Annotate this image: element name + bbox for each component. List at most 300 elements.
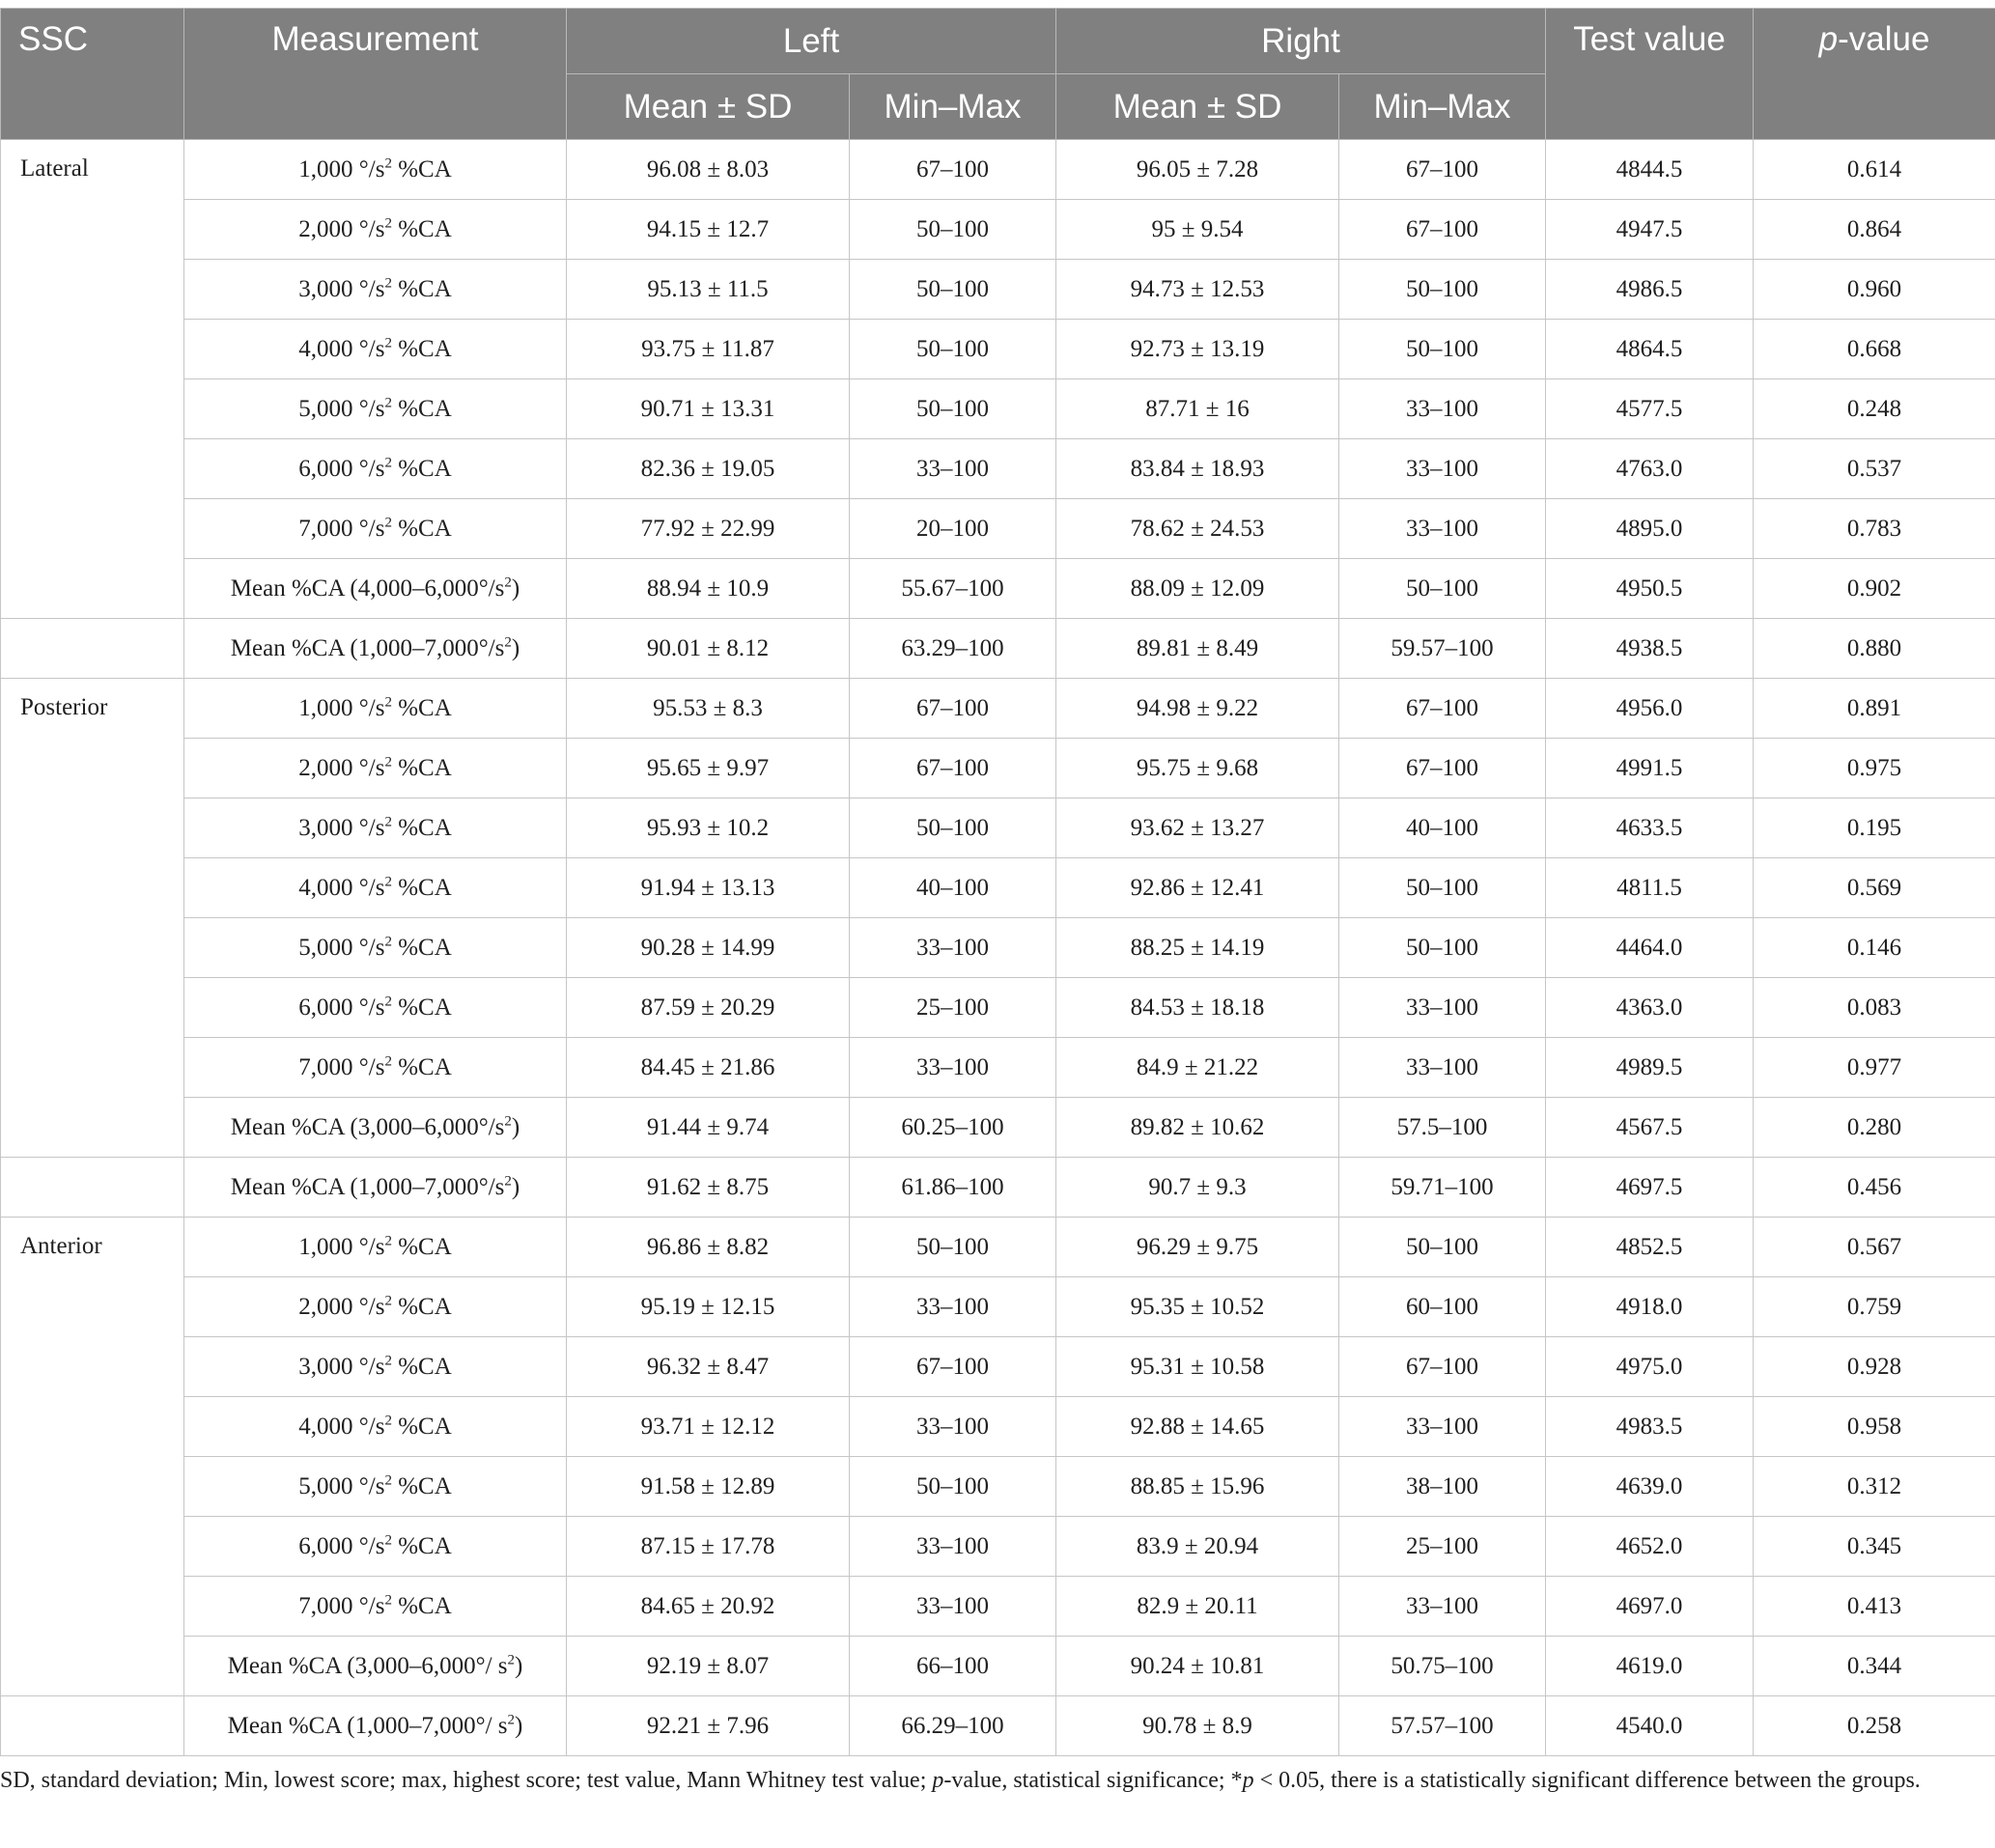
p-value-cell: 0.569	[1754, 858, 1995, 918]
unit-superscript: 2	[384, 694, 392, 711]
speed-value: 3,000	[298, 275, 353, 302]
p-value-cell: 0.880	[1754, 619, 1995, 679]
measurement-cell: 6,000 $^\circ/s^2$ %CA	[184, 978, 567, 1038]
speed-unit: °/s	[358, 874, 385, 901]
footnote-part3: < 0.05, there is a statistically significant difference between the groups.	[1253, 1768, 1921, 1793]
measurement-cell: Mean %CA $(3,000-6,000^\circ/s^2)$	[184, 1098, 567, 1158]
left-mean-sd-cell: 92.21 ± 7.96	[567, 1696, 850, 1756]
measurement-cell: Mean %CA $(1,000-7,000^\circ/s^2)$	[184, 1158, 567, 1218]
results-table	[0, 8, 1995, 1756]
unit-superscript: 2	[507, 1712, 515, 1728]
right-min-max-cell: 40–100	[1339, 798, 1546, 858]
unit-superscript: 2	[384, 1233, 392, 1249]
left-min-max-cell: 50–100	[850, 200, 1056, 260]
test-value-cell: 4918.0	[1546, 1277, 1754, 1337]
test-value-cell: 4567.5	[1546, 1098, 1754, 1158]
header-left: Left	[567, 9, 1056, 74]
left-mean-sd-cell: 95.93 ± 10.2	[567, 798, 850, 858]
right-mean-sd-cell: 92.86 ± 12.41	[1056, 858, 1339, 918]
ssc-group-label: Posterior	[1, 679, 184, 1158]
unit-superscript: 2	[504, 1173, 512, 1190]
test-value-cell: 4956.0	[1546, 679, 1754, 739]
speed-value: 2,000	[298, 1293, 353, 1320]
header-right-mean-sd: Mean ± SD	[1056, 74, 1339, 140]
table-row	[1, 978, 1995, 1038]
table-row	[1, 858, 1995, 918]
speed-unit: °/s	[358, 754, 385, 781]
test-value-cell: 4577.5	[1546, 379, 1754, 439]
ssc-empty-cell	[1, 1158, 184, 1218]
header-left-min-max: Min–Max	[850, 74, 1056, 140]
left-min-max-cell: 63.29–100	[850, 619, 1056, 679]
measurement-cell: Mean %CA (3,000–6,000°/ $s^2$)	[184, 1637, 567, 1696]
right-min-max-cell: 50.75–100	[1339, 1637, 1546, 1696]
table-row	[1, 1158, 1995, 1218]
left-mean-sd-cell: 87.15 ± 17.78	[567, 1517, 850, 1577]
measurement-cell: 2,000 $^\circ/s^2$ %CA	[184, 739, 567, 798]
mean-all-label: Mean %CA (1,000–7,000°/ s	[227, 1712, 508, 1739]
right-mean-sd-cell: 84.9 ± 21.22	[1056, 1038, 1339, 1098]
left-min-max-cell: 50–100	[850, 320, 1056, 379]
test-value-cell: 4697.5	[1546, 1158, 1754, 1218]
test-value-cell: 4938.5	[1546, 619, 1754, 679]
speed-unit: °/s	[358, 1053, 385, 1080]
speed-value: 6,000	[298, 1532, 353, 1559]
test-value-cell: 4697.0	[1546, 1577, 1754, 1637]
right-min-max-cell: 50–100	[1339, 858, 1546, 918]
speed-value: 5,000	[298, 1472, 353, 1499]
measurement-cell: 5,000 $^\circ/s^2$ %CA	[184, 379, 567, 439]
p-value-cell: 0.783	[1754, 499, 1995, 559]
right-mean-sd-cell: 94.73 ± 12.53	[1056, 260, 1339, 320]
left-mean-sd-cell: 92.19 ± 8.07	[567, 1637, 850, 1696]
left-min-max-cell: 50–100	[850, 798, 1056, 858]
test-value-cell: 4763.0	[1546, 439, 1754, 499]
p-value-cell: 0.344	[1754, 1637, 1995, 1696]
header-ssc: SSC	[1, 9, 184, 140]
left-min-max-cell: 60.25–100	[850, 1098, 1056, 1158]
p-value-cell: 0.537	[1754, 439, 1995, 499]
left-mean-sd-cell: 93.75 ± 11.87	[567, 320, 850, 379]
right-mean-sd-cell: 83.84 ± 18.93	[1056, 439, 1339, 499]
right-min-max-cell: 67–100	[1339, 200, 1546, 260]
measurement-cell: 5,000 $^\circ/s^2$ %CA	[184, 918, 567, 978]
left-min-max-cell: 33–100	[850, 1277, 1056, 1337]
right-mean-sd-cell: 83.9 ± 20.94	[1056, 1517, 1339, 1577]
left-mean-sd-cell: 77.92 ± 22.99	[567, 499, 850, 559]
speed-value: 4,000	[298, 1413, 353, 1440]
p-value-cell: 0.413	[1754, 1577, 1995, 1637]
speed-unit: °/s	[358, 1233, 385, 1260]
table-row	[1, 559, 1995, 619]
right-mean-sd-cell: 94.98 ± 9.22	[1056, 679, 1339, 739]
table-row	[1, 1038, 1995, 1098]
left-min-max-cell: 50–100	[850, 1218, 1056, 1277]
left-min-max-cell: 25–100	[850, 978, 1056, 1038]
left-mean-sd-cell: 84.45 ± 21.86	[567, 1038, 850, 1098]
header-right-min-max: Min–Max	[1339, 74, 1546, 140]
unit-superscript: 2	[384, 275, 392, 292]
ssc-group-label: Lateral	[1, 140, 184, 619]
p-value-cell: 0.312	[1754, 1457, 1995, 1517]
header-measurement: Measurement	[184, 9, 567, 140]
measurement-cell: 3,000 $^\circ/s^2$ %CA	[184, 798, 567, 858]
table-row	[1, 798, 1995, 858]
unit-superscript: 2	[384, 515, 392, 531]
footnote-p-italic-2: p	[1242, 1768, 1254, 1793]
right-mean-sd-cell: 95.31 ± 10.58	[1056, 1337, 1339, 1397]
measurement-cell: 1,000 $^\circ/s^2$ %CA	[184, 140, 567, 200]
mean-all-label: Mean %CA (1,000–7,000°/s	[230, 1173, 505, 1200]
measurement-cell: 7,000 $^\circ/s^2$ %CA	[184, 499, 567, 559]
test-value-cell: 4633.5	[1546, 798, 1754, 858]
test-value-cell: 4950.5	[1546, 559, 1754, 619]
left-min-max-cell: 33–100	[850, 1517, 1056, 1577]
speed-value: 1,000	[298, 155, 353, 182]
right-min-max-cell: 50–100	[1339, 559, 1546, 619]
table-footnote	[0, 1763, 1989, 1799]
p-value-cell: 0.958	[1754, 1397, 1995, 1457]
left-min-max-cell: 33–100	[850, 1038, 1056, 1098]
table-row	[1, 679, 1995, 739]
speed-unit: °/s	[358, 1532, 385, 1559]
left-min-max-cell: 50–100	[850, 379, 1056, 439]
speed-value: 1,000	[298, 694, 353, 721]
test-value-cell: 4652.0	[1546, 1517, 1754, 1577]
speed-value: 7,000	[298, 1592, 353, 1619]
speed-value: 7,000	[298, 1053, 353, 1080]
table-header	[1, 9, 1995, 140]
p-value-cell: 0.195	[1754, 798, 1995, 858]
left-min-max-cell: 67–100	[850, 679, 1056, 739]
p-value-cell: 0.083	[1754, 978, 1995, 1038]
left-mean-sd-cell: 95.19 ± 12.15	[567, 1277, 850, 1337]
measurement-cell: 4,000 $^\circ/s^2$ %CA	[184, 320, 567, 379]
right-min-max-cell: 67–100	[1339, 140, 1546, 200]
speed-unit: °/s	[358, 814, 385, 841]
p-value-cell: 0.902	[1754, 559, 1995, 619]
test-value-cell: 4540.0	[1546, 1696, 1754, 1756]
table-row	[1, 739, 1995, 798]
right-mean-sd-cell: 93.62 ± 13.27	[1056, 798, 1339, 858]
speed-value: 6,000	[298, 455, 353, 482]
header-p-italic: p	[1818, 20, 1839, 58]
mean-range-label: Mean %CA (4,000–6,000°/s	[230, 574, 505, 602]
unit-superscript: 2	[384, 155, 392, 172]
table-row	[1, 1397, 1995, 1457]
unit-superscript: 2	[384, 754, 392, 770]
left-min-max-cell: 33–100	[850, 918, 1056, 978]
unit-superscript: 2	[384, 1592, 392, 1609]
p-value-cell: 0.146	[1754, 918, 1995, 978]
speed-unit: °/s	[358, 934, 385, 961]
left-mean-sd-cell: 91.62 ± 8.75	[567, 1158, 850, 1218]
measurement-cell: Mean %CA $(4,000-6,000^\circ/s^2)$	[184, 559, 567, 619]
table-row	[1, 1337, 1995, 1397]
speed-unit: °/s	[358, 1472, 385, 1499]
speed-value: 1,000	[298, 1233, 353, 1260]
left-min-max-cell: 50–100	[850, 260, 1056, 320]
left-mean-sd-cell: 95.65 ± 9.97	[567, 739, 850, 798]
speed-unit: °/s	[358, 1353, 385, 1380]
test-value-cell: 4989.5	[1546, 1038, 1754, 1098]
measurement-cell: 7,000 $^\circ/s^2$ %CA	[184, 1038, 567, 1098]
p-value-cell: 0.345	[1754, 1517, 1995, 1577]
right-min-max-cell: 57.57–100	[1339, 1696, 1546, 1756]
unit-superscript: 2	[384, 994, 392, 1010]
table-row	[1, 1696, 1995, 1756]
table-row	[1, 1577, 1995, 1637]
right-min-max-cell: 59.57–100	[1339, 619, 1546, 679]
right-min-max-cell: 67–100	[1339, 1337, 1546, 1397]
speed-value: 4,000	[298, 874, 353, 901]
unit-superscript: 2	[384, 1353, 392, 1369]
unit-superscript: 2	[384, 934, 392, 950]
unit-superscript: 2	[384, 335, 392, 351]
right-min-max-cell: 50–100	[1339, 260, 1546, 320]
left-mean-sd-cell: 87.59 ± 20.29	[567, 978, 850, 1038]
unit-superscript: 2	[384, 1293, 392, 1309]
unit-superscript: 2	[384, 215, 392, 232]
header-p-suffix: -value	[1838, 20, 1930, 58]
left-min-max-cell: 33–100	[850, 1397, 1056, 1457]
right-mean-sd-cell: 87.71 ± 16	[1056, 379, 1339, 439]
table-row	[1, 1098, 1995, 1158]
test-value-cell: 4975.0	[1546, 1337, 1754, 1397]
mean-range-label: Mean %CA (3,000–6,000°/ s	[227, 1652, 508, 1679]
footnote-part2: -value, statistical significance; *	[943, 1768, 1243, 1793]
unit-superscript: 2	[384, 1053, 392, 1070]
right-min-max-cell: 50–100	[1339, 1218, 1546, 1277]
left-mean-sd-cell: 96.08 ± 8.03	[567, 140, 850, 200]
speed-unit: °/s	[358, 335, 385, 362]
left-min-max-cell: 33–100	[850, 439, 1056, 499]
unit-superscript: 2	[507, 1652, 515, 1668]
speed-value: 2,000	[298, 215, 353, 242]
left-min-max-cell: 66.29–100	[850, 1696, 1056, 1756]
footnote-part1: SD, standard deviation; Min, lowest score; max, highest score; test value, Mann Whitney test value;	[0, 1768, 933, 1793]
footnote-p-italic: p	[932, 1768, 944, 1793]
measurement-cell: Mean %CA (1,000–7,000°/ $s^2$)	[184, 1696, 567, 1756]
table-row	[1, 379, 1995, 439]
table-row	[1, 1218, 1995, 1277]
right-mean-sd-cell: 96.05 ± 7.28	[1056, 140, 1339, 200]
left-mean-sd-cell: 95.13 ± 11.5	[567, 260, 850, 320]
right-mean-sd-cell: 92.88 ± 14.65	[1056, 1397, 1339, 1457]
right-min-max-cell: 33–100	[1339, 1397, 1546, 1457]
speed-unit: °/s	[358, 1413, 385, 1440]
unit-superscript: 2	[384, 455, 392, 471]
unit-superscript: 2	[384, 874, 392, 890]
right-min-max-cell: 57.5–100	[1339, 1098, 1546, 1158]
unit-superscript: 2	[384, 1532, 392, 1549]
p-value-cell: 0.258	[1754, 1696, 1995, 1756]
test-value-cell: 4844.5	[1546, 140, 1754, 200]
measurement-cell: 4,000 $^\circ/s^2$ %CA	[184, 858, 567, 918]
speed-unit: °/s	[358, 155, 385, 182]
table-row	[1, 439, 1995, 499]
speed-value: 3,000	[298, 1353, 353, 1380]
right-mean-sd-cell: 90.78 ± 8.9	[1056, 1696, 1339, 1756]
left-min-max-cell: 33–100	[850, 1577, 1056, 1637]
ssc-empty-cell	[1, 619, 184, 679]
right-mean-sd-cell: 88.85 ± 15.96	[1056, 1457, 1339, 1517]
right-mean-sd-cell: 89.81 ± 8.49	[1056, 619, 1339, 679]
test-value-cell: 4811.5	[1546, 858, 1754, 918]
table-row	[1, 200, 1995, 260]
right-mean-sd-cell: 84.53 ± 18.18	[1056, 978, 1339, 1038]
ssc-group-label: Anterior	[1, 1218, 184, 1696]
measurement-cell: 2,000 $^\circ/s^2$ %CA	[184, 1277, 567, 1337]
measurement-cell: 1,000 $^\circ/s^2$ %CA	[184, 679, 567, 739]
right-min-max-cell: 67–100	[1339, 679, 1546, 739]
measurement-cell: 6,000 $^\circ/s^2$ %CA	[184, 439, 567, 499]
left-mean-sd-cell: 96.86 ± 8.82	[567, 1218, 850, 1277]
right-min-max-cell: 59.71–100	[1339, 1158, 1546, 1218]
unit-superscript: 2	[384, 814, 392, 830]
measurement-cell: 5,000 $^\circ/s^2$ %CA	[184, 1457, 567, 1517]
p-value-cell: 0.977	[1754, 1038, 1995, 1098]
speed-unit: °/s	[358, 455, 385, 482]
speed-unit: °/s	[358, 694, 385, 721]
left-mean-sd-cell: 91.94 ± 13.13	[567, 858, 850, 918]
speed-unit: °/s	[358, 1293, 385, 1320]
p-value-cell: 0.960	[1754, 260, 1995, 320]
right-mean-sd-cell: 95.35 ± 10.52	[1056, 1277, 1339, 1337]
p-value-cell: 0.668	[1754, 320, 1995, 379]
header-test-value: Test value	[1546, 9, 1754, 140]
measurement-cell: 4,000 $^\circ/s^2$ %CA	[184, 1397, 567, 1457]
right-mean-sd-cell: 89.82 ± 10.62	[1056, 1098, 1339, 1158]
header-right: Right	[1056, 9, 1546, 74]
left-mean-sd-cell: 82.36 ± 19.05	[567, 439, 850, 499]
right-mean-sd-cell: 96.29 ± 9.75	[1056, 1218, 1339, 1277]
left-mean-sd-cell: 93.71 ± 12.12	[567, 1397, 850, 1457]
right-min-max-cell: 50–100	[1339, 918, 1546, 978]
left-mean-sd-cell: 88.94 ± 10.9	[567, 559, 850, 619]
speed-value: 2,000	[298, 754, 353, 781]
right-min-max-cell: 50–100	[1339, 320, 1546, 379]
speed-unit: °/s	[358, 275, 385, 302]
test-value-cell: 4895.0	[1546, 499, 1754, 559]
left-mean-sd-cell: 91.44 ± 9.74	[567, 1098, 850, 1158]
right-mean-sd-cell: 82.9 ± 20.11	[1056, 1577, 1339, 1637]
right-mean-sd-cell: 88.25 ± 14.19	[1056, 918, 1339, 978]
speed-unit: °/s	[358, 515, 385, 542]
test-value-cell: 4852.5	[1546, 1218, 1754, 1277]
table-row	[1, 320, 1995, 379]
right-min-max-cell: 33–100	[1339, 1577, 1546, 1637]
measurement-cell: 2,000 $^\circ/s^2$ %CA	[184, 200, 567, 260]
test-value-cell: 4991.5	[1546, 739, 1754, 798]
left-min-max-cell: 67–100	[850, 140, 1056, 200]
p-value-cell: 0.456	[1754, 1158, 1995, 1218]
unit-superscript: 2	[384, 1472, 392, 1489]
left-mean-sd-cell: 95.53 ± 8.3	[567, 679, 850, 739]
measurement-cell: 6,000 $^\circ/s^2$ %CA	[184, 1517, 567, 1577]
right-mean-sd-cell: 95.75 ± 9.68	[1056, 739, 1339, 798]
speed-value: 4,000	[298, 335, 353, 362]
table-row	[1, 140, 1995, 200]
ssc-empty-cell	[1, 1696, 184, 1756]
left-min-max-cell: 67–100	[850, 1337, 1056, 1397]
test-value-cell: 4619.0	[1546, 1637, 1754, 1696]
left-min-max-cell: 50–100	[850, 1457, 1056, 1517]
mean-range-label: Mean %CA (3,000–6,000°/s	[230, 1113, 505, 1140]
speed-unit: °/s	[358, 994, 385, 1021]
measurement-cell: Mean %CA $(1,000-7,000^\circ/s^2)$	[184, 619, 567, 679]
test-value-cell: 4947.5	[1546, 200, 1754, 260]
right-min-max-cell: 33–100	[1339, 499, 1546, 559]
measurement-cell: 3,000 $^\circ/s^2$ %CA	[184, 1337, 567, 1397]
speed-value: 6,000	[298, 994, 353, 1021]
right-mean-sd-cell: 92.73 ± 13.19	[1056, 320, 1339, 379]
p-value-cell: 0.975	[1754, 739, 1995, 798]
table-row	[1, 1277, 1995, 1337]
left-min-max-cell: 67–100	[850, 739, 1056, 798]
left-mean-sd-cell: 90.28 ± 14.99	[567, 918, 850, 978]
test-value-cell: 4464.0	[1546, 918, 1754, 978]
left-mean-sd-cell: 91.58 ± 12.89	[567, 1457, 850, 1517]
header-left-mean-sd: Mean ± SD	[567, 74, 850, 140]
test-value-cell: 4363.0	[1546, 978, 1754, 1038]
table-row	[1, 619, 1995, 679]
left-mean-sd-cell: 84.65 ± 20.92	[567, 1577, 850, 1637]
p-value-cell: 0.891	[1754, 679, 1995, 739]
unit-superscript: 2	[504, 574, 512, 591]
table-row	[1, 1637, 1995, 1696]
p-value-cell: 0.614	[1754, 140, 1995, 200]
left-mean-sd-cell: 96.32 ± 8.47	[567, 1337, 850, 1397]
header-p-value	[1754, 9, 1995, 140]
left-min-max-cell: 20–100	[850, 499, 1056, 559]
table-body	[1, 140, 1995, 1756]
test-value-cell: 4639.0	[1546, 1457, 1754, 1517]
right-mean-sd-cell: 90.24 ± 10.81	[1056, 1637, 1339, 1696]
unit-superscript: 2	[504, 1113, 512, 1130]
table-row	[1, 1517, 1995, 1577]
measurement-cell: 3,000 $^\circ/s^2$ %CA	[184, 260, 567, 320]
p-value-cell: 0.280	[1754, 1098, 1995, 1158]
measurement-cell: 7,000 $^\circ/s^2$ %CA	[184, 1577, 567, 1637]
left-mean-sd-cell: 94.15 ± 12.7	[567, 200, 850, 260]
mean-all-label: Mean %CA (1,000–7,000°/s	[230, 634, 505, 661]
left-mean-sd-cell: 90.01 ± 8.12	[567, 619, 850, 679]
right-min-max-cell: 33–100	[1339, 1038, 1546, 1098]
speed-value: 5,000	[298, 934, 353, 961]
p-value-cell: 0.248	[1754, 379, 1995, 439]
speed-value: 3,000	[298, 814, 353, 841]
p-value-cell: 0.567	[1754, 1218, 1995, 1277]
right-min-max-cell: 60–100	[1339, 1277, 1546, 1337]
p-value-cell: 0.759	[1754, 1277, 1995, 1337]
left-min-max-cell: 61.86–100	[850, 1158, 1056, 1218]
measurement-cell: 1,000 $^\circ/s^2$ %CA	[184, 1218, 567, 1277]
table-row	[1, 1457, 1995, 1517]
right-min-max-cell: 25–100	[1339, 1517, 1546, 1577]
left-min-max-cell: 40–100	[850, 858, 1056, 918]
table-row	[1, 918, 1995, 978]
speed-value: 5,000	[298, 395, 353, 422]
right-min-max-cell: 33–100	[1339, 379, 1546, 439]
speed-unit: °/s	[358, 215, 385, 242]
unit-superscript: 2	[384, 395, 392, 411]
right-mean-sd-cell: 88.09 ± 12.09	[1056, 559, 1339, 619]
right-min-max-cell: 67–100	[1339, 739, 1546, 798]
table-row	[1, 499, 1995, 559]
right-min-max-cell: 33–100	[1339, 978, 1546, 1038]
right-mean-sd-cell: 95 ± 9.54	[1056, 200, 1339, 260]
